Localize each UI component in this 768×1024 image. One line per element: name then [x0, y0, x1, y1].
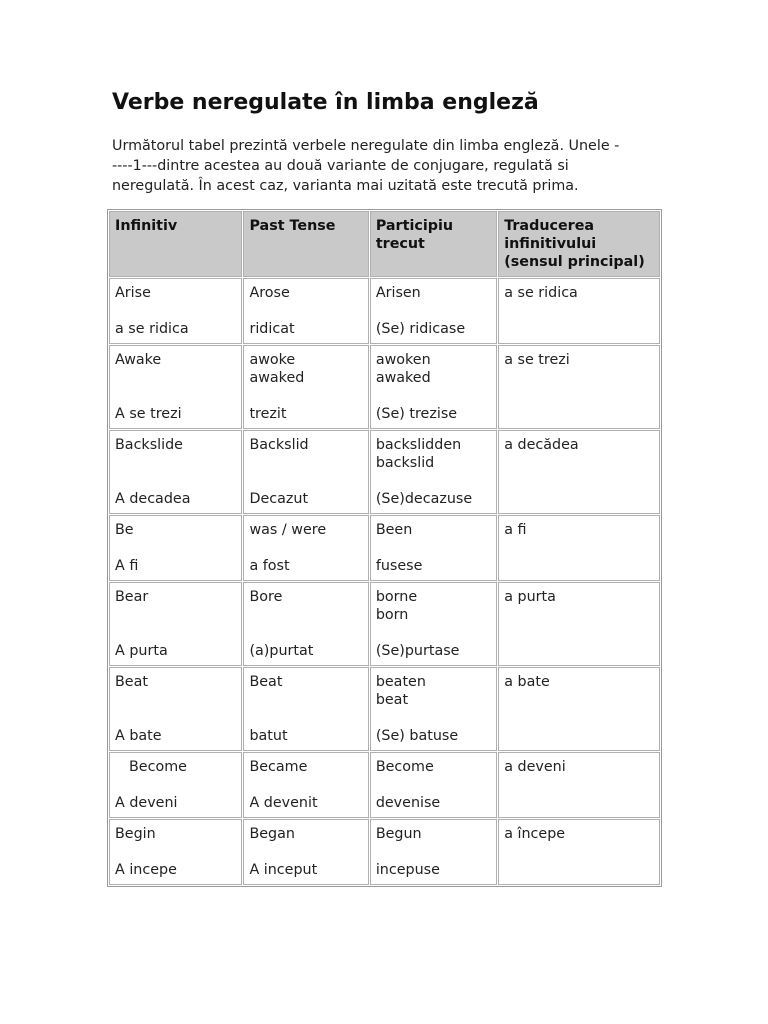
- verb-form: awaked: [249, 370, 305, 386]
- cell-translation: a decădea: [498, 430, 660, 514]
- cell-past-tense: [243, 278, 368, 344]
- verb-form: awoken: [375, 352, 431, 368]
- romanian-translation: A decadea: [115, 491, 191, 507]
- verb-form: awoke: [249, 352, 296, 368]
- verb-form: Begin: [115, 826, 156, 842]
- verb-form: Bore: [249, 589, 283, 605]
- spacer: [376, 624, 491, 642]
- spacer: [376, 472, 491, 490]
- verb-form: borne: [375, 589, 418, 605]
- table-row: [109, 667, 660, 751]
- spacer: [376, 776, 491, 794]
- verb-form: backslid: [375, 455, 435, 471]
- verb-form: born: [375, 607, 409, 623]
- header-line: Past Tense: [249, 218, 336, 234]
- cell-infinitive: [109, 430, 242, 514]
- spacer: [249, 606, 362, 624]
- romanian-translation: A deveni: [115, 795, 178, 811]
- romanian-translation: (Se)decazuse: [375, 491, 473, 507]
- romanian-translation: (Se) batuse: [375, 728, 459, 744]
- header-line: Traducerea: [504, 218, 595, 234]
- cell-infinitive: [109, 582, 242, 666]
- romanian-translation: (Se)purtase: [375, 643, 460, 659]
- verb-form: Begun: [375, 826, 422, 842]
- cell-participle: [370, 667, 497, 751]
- cell-past-tense: [243, 752, 368, 818]
- spacer: [115, 387, 236, 405]
- cell-past-tense: [243, 515, 368, 581]
- spacer: [115, 472, 236, 490]
- romanian-translation: ridicat: [249, 321, 295, 337]
- cell-past-tense: [243, 430, 368, 514]
- verb-form: beaten: [375, 674, 426, 690]
- header-line: trecut: [375, 236, 425, 252]
- cell-participle: [370, 430, 497, 514]
- verb-form: Arisen: [375, 285, 421, 301]
- verb-form: Become: [129, 759, 187, 775]
- spacer: [376, 539, 491, 557]
- cell-participle: [370, 752, 497, 818]
- verb-form: Become: [375, 759, 434, 775]
- romanian-translation: A incepe: [115, 862, 177, 878]
- romanian-translation: fusese: [375, 558, 423, 574]
- spacer: [115, 624, 236, 642]
- romanian-translation: batut: [249, 728, 288, 744]
- spacer: [249, 624, 362, 642]
- verb-form: awaked: [375, 370, 431, 386]
- header-line: Infinitiv: [115, 218, 178, 234]
- spacer: [249, 691, 362, 709]
- spacer: [249, 472, 362, 490]
- header-infinitive: [109, 211, 242, 277]
- table-row: [109, 819, 660, 885]
- verb-form: Backslid: [249, 437, 309, 453]
- header-line: Participiu: [375, 218, 454, 234]
- romanian-translation: devenise: [375, 795, 441, 811]
- spacer: [249, 387, 362, 405]
- intro-line: neregulată. În acest caz, varianta mai uzitată este trecută prima.: [112, 178, 579, 194]
- verb-form: was / were: [249, 522, 327, 538]
- spacer: [115, 776, 236, 794]
- verb-form: Beat: [115, 674, 148, 690]
- table-header-row: [109, 211, 660, 277]
- spacer: [249, 776, 362, 794]
- page-title: Verbe neregulate în limba engleză: [112, 90, 539, 115]
- spacer: [115, 302, 236, 320]
- header-line: (sensul principal): [504, 254, 645, 270]
- spacer: [376, 387, 491, 405]
- spacer: [115, 843, 236, 861]
- spacer: [249, 539, 362, 557]
- irregular-verbs-table: [107, 209, 662, 887]
- romanian-translation: A purta: [115, 643, 168, 659]
- intro-paragraph: [112, 136, 664, 196]
- cell-past-tense: [243, 667, 368, 751]
- header-line: infinitivului: [504, 236, 597, 252]
- verb-form: Backslide: [115, 437, 183, 453]
- spacer: [376, 709, 491, 727]
- spacer: [249, 454, 362, 472]
- verb-form: Became: [249, 759, 308, 775]
- spacer: [249, 302, 362, 320]
- verb-form: Awake: [115, 352, 162, 368]
- cell-participle: [370, 515, 497, 581]
- cell-participle: [370, 819, 497, 885]
- table-row: [109, 752, 660, 818]
- intro-line: ----1---dintre acestea au două variante de conjugare, regulată si: [112, 158, 569, 174]
- table-row: [109, 515, 660, 581]
- cell-participle: [370, 345, 497, 429]
- spacer: [115, 606, 236, 624]
- cell-infinitive: [109, 515, 242, 581]
- cell-past-tense: [243, 345, 368, 429]
- spacer: [115, 454, 236, 472]
- spacer: [115, 691, 236, 709]
- cell-translation: a bate: [498, 667, 660, 751]
- spacer: [376, 843, 491, 861]
- cell-participle: [370, 582, 497, 666]
- spacer: [376, 302, 491, 320]
- cell-translation: a deveni: [498, 752, 660, 818]
- verb-form: Beat: [249, 674, 283, 690]
- romanian-translation: A bate: [115, 728, 162, 744]
- cell-infinitive: [109, 278, 242, 344]
- verb-form: Bear: [115, 589, 149, 605]
- table-row: [109, 278, 660, 344]
- cell-translation: a se trezi: [498, 345, 660, 429]
- verb-form: Began: [249, 826, 295, 842]
- spacer: [115, 539, 236, 557]
- table-row: [109, 430, 660, 514]
- verb-form: Be: [115, 522, 134, 538]
- spacer: [249, 843, 362, 861]
- romanian-translation: (Se) trezise: [375, 406, 458, 422]
- verb-form: Arise: [115, 285, 151, 301]
- cell-translation: a începe: [498, 819, 660, 885]
- verb-form: Arose: [249, 285, 290, 301]
- romanian-translation: A fi: [115, 558, 139, 574]
- header-translation: [498, 211, 660, 277]
- header-past-tense: [243, 211, 368, 277]
- verb-form: Been: [375, 522, 413, 538]
- verb-form: backslidden: [375, 437, 462, 453]
- romanian-translation: Decazut: [249, 491, 309, 507]
- spacer: [115, 369, 236, 387]
- romanian-translation: A devenit: [249, 795, 318, 811]
- romanian-translation: (a)purtat: [249, 643, 314, 659]
- cell-participle: [370, 278, 497, 344]
- table-row: [109, 345, 660, 429]
- header-participle: [370, 211, 497, 277]
- spacer: [249, 709, 362, 727]
- cell-past-tense: [243, 819, 368, 885]
- cell-past-tense: [243, 582, 368, 666]
- romanian-translation: A se trezi: [115, 406, 182, 422]
- spacer: [115, 709, 236, 727]
- cell-translation: a fi: [498, 515, 660, 581]
- romanian-translation: A inceput: [249, 862, 318, 878]
- romanian-translation: incepuse: [375, 862, 440, 878]
- table-row: [109, 582, 660, 666]
- romanian-translation: trezit: [249, 406, 287, 422]
- romanian-translation: a se ridica: [115, 321, 189, 337]
- cell-translation: a purta: [498, 582, 660, 666]
- table-body: [109, 278, 660, 885]
- verb-form: beat: [375, 692, 409, 708]
- cell-infinitive: [109, 667, 242, 751]
- cell-translation: a se ridica: [498, 278, 660, 344]
- romanian-translation: (Se) ridicase: [375, 321, 466, 337]
- cell-infinitive: [109, 345, 242, 429]
- intro-line: Următorul tabel prezintă verbele neregulate din limba engleză. Unele -: [112, 138, 620, 154]
- romanian-translation: a fost: [249, 558, 290, 574]
- cell-infinitive: [109, 819, 242, 885]
- cell-infinitive: [109, 752, 242, 818]
